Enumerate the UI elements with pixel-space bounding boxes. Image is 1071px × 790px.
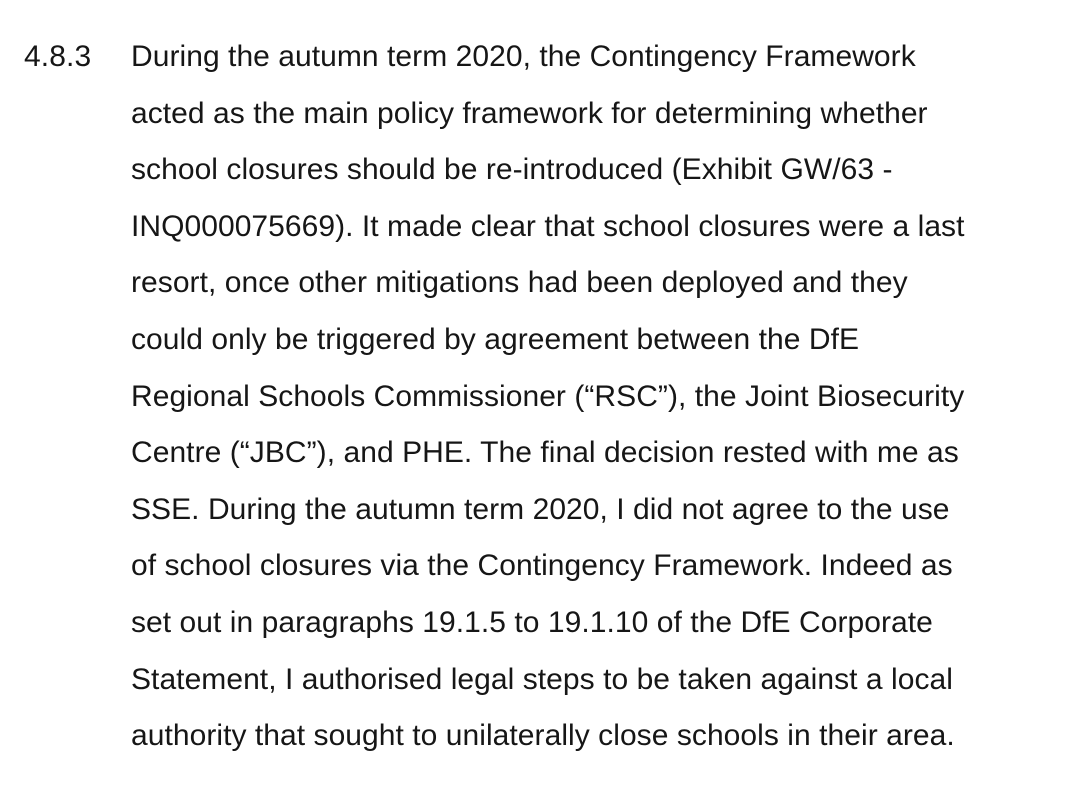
paragraph-line: SSE. During the autumn term 2020, I did not agree to the use — [131, 492, 950, 526]
paragraph-line: authority that sought to unilaterally close schools in their area. — [131, 719, 955, 753]
paragraph-line: Regional Schools Commissioner (“RSC”), the Joint Biosecurity — [131, 379, 965, 413]
paragraph-line: set out in paragraphs 19.1.5 to 19.1.10 of the DfE Corporate — [131, 605, 933, 639]
paragraph-body — [131, 38, 1066, 774]
paragraph-line: Centre (“JBC”), and PHE. The final decision rested with me as — [131, 436, 959, 470]
paragraph-line: INQ000075669). It made clear that school closures were a last — [131, 209, 965, 243]
paragraph-line: During the autumn term 2020, the Contingency Framework — [131, 40, 916, 73]
paragraph-line: resort, once other mitigations had been deployed and they — [131, 266, 908, 300]
paragraph-line: Statement, I authorised legal steps to be taken against a local — [131, 662, 953, 696]
paragraph-line: could only be triggered by agreement between the DfE — [131, 322, 860, 356]
paragraph-line: school closures should be re-introduced (Exhibit GW/63 - — [131, 153, 893, 187]
paragraph-line: acted as the main policy framework for determining whether — [131, 96, 928, 130]
paragraph-line: of school closures via the Contingency Framework. Indeed as — [131, 549, 953, 583]
paragraph-number: 4.8.3 — [24, 40, 92, 73]
